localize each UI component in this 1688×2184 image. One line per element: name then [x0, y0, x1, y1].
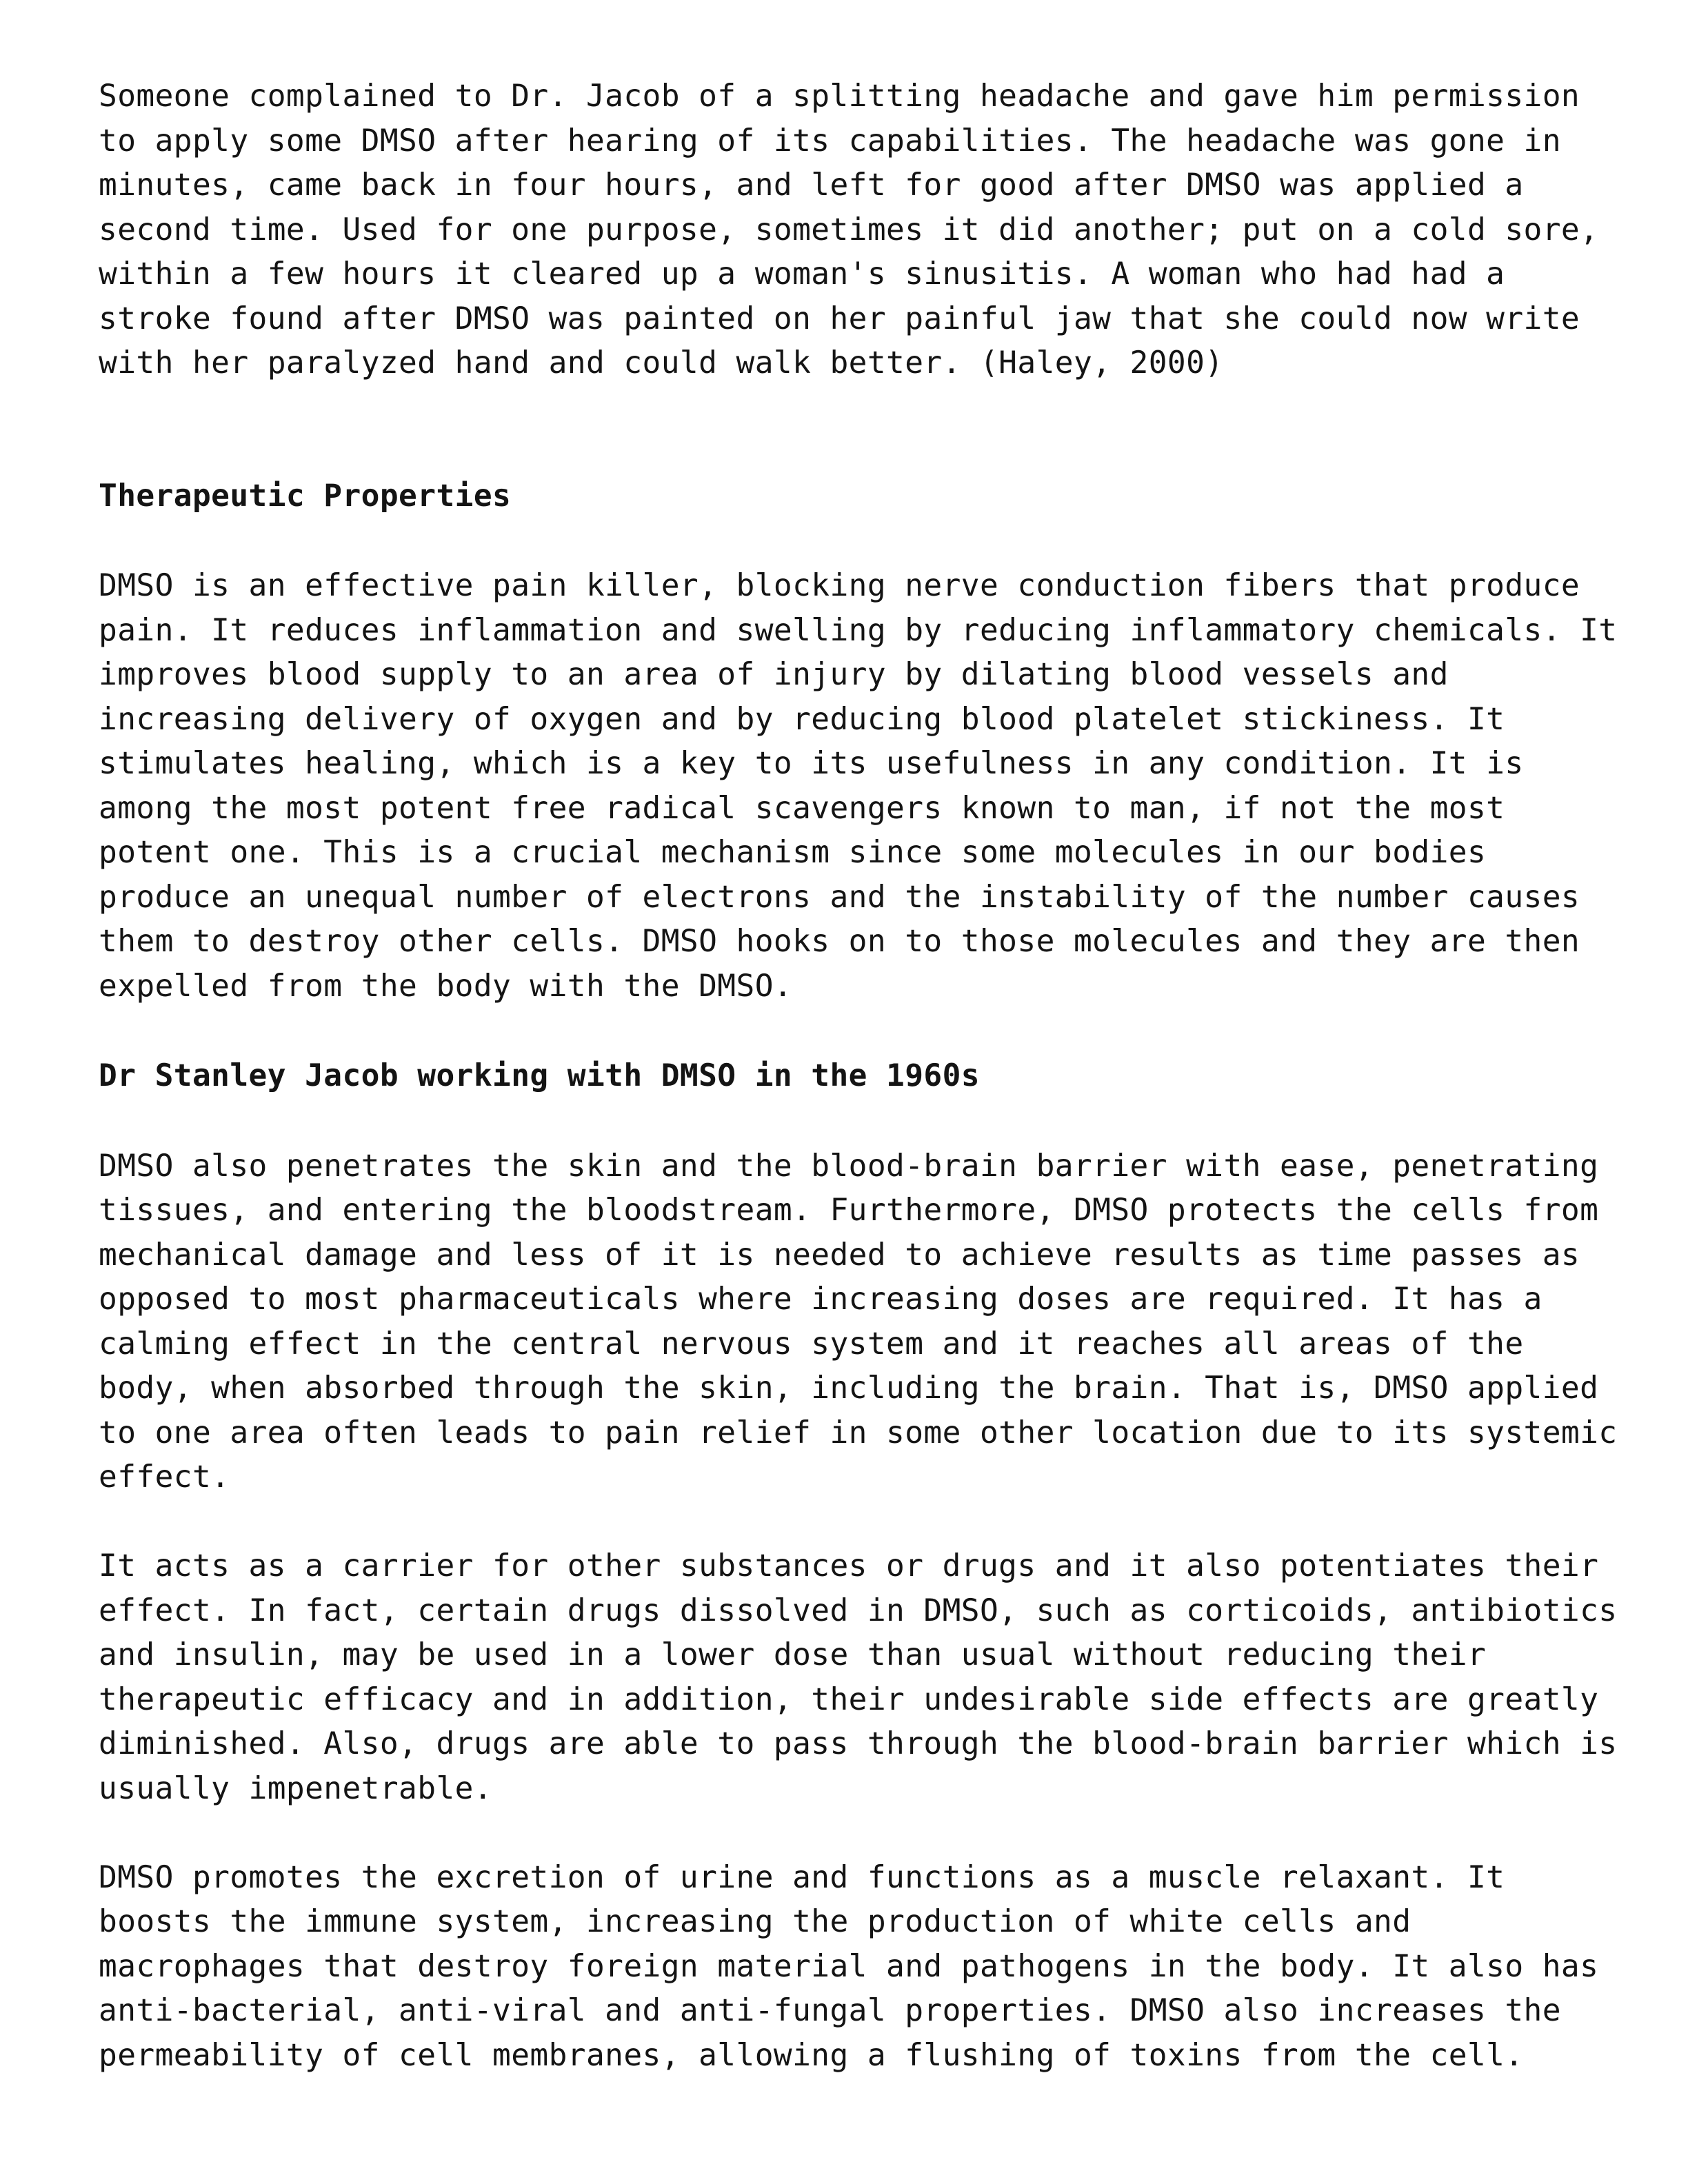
section-heading-therapeutic-properties: Therapeutic Properties — [99, 478, 512, 514]
text-line: to one area often leads to pain relief in some other location due to its systemic — [99, 1415, 1618, 1450]
text-line: DMSO is an effective pain killer, blocking nerve conduction fibers that produce — [99, 568, 1580, 603]
text-line: and insulin, may be used in a lower dose than usual without reducing their — [99, 1637, 1487, 1672]
text-line: boosts the immune system, increasing the production of white cells and — [99, 1904, 1411, 1939]
text-line: improves blood supply to an area of injury by dilating blood vessels and — [99, 657, 1449, 692]
text-line: diminished. Also, drugs are able to pass through the blood-brain barrier which is — [99, 1726, 1618, 1761]
text-line: expelled from the body with the DMSO. — [99, 968, 793, 1004]
text-line: tissues, and entering the bloodstream. Furthermore, DMSO protects the cells from — [99, 1193, 1599, 1228]
text-line: stimulates healing, which is a key to its usefulness in any condition. It is — [99, 746, 1524, 781]
text-line: effect. In fact, certain drugs dissolved in DMSO, such as corticoids, antibiotics — [99, 1593, 1618, 1628]
text-line: them to destroy other cells. DMSO hooks on to those molecules and they are then — [99, 924, 1580, 959]
paragraph-excretion — [99, 1856, 1616, 2079]
section-heading-dr-stanley-jacob: Dr Stanley Jacob working with DMSO in the 1960s — [99, 1058, 980, 1093]
text-line: permeability of cell membranes, allowing a flushing of toxins from the cell. — [99, 2037, 1524, 2073]
paragraph-pain-killer — [99, 564, 1616, 1009]
text-line: second time. Used for one purpose, sometimes it did another; put on a cold sore, — [99, 212, 1599, 247]
text-line: macrophages that destroy foreign material and pathogens in the body. It also has — [99, 1948, 1599, 1984]
text-line: among the most potent free radical scavengers known to man, if not the most — [99, 790, 1505, 826]
text-line: Someone complained to Dr. Jacob of a splitting headache and gave him permission — [99, 79, 1580, 114]
text-line: DMSO promotes the excretion of urine and functions as a muscle relaxant. It — [99, 1859, 1505, 1895]
text-line: opposed to most pharmaceuticals where increasing doses are required. It has a — [99, 1282, 1543, 1317]
text-line: with her paralyzed hand and could walk better. (Haley, 2000) — [99, 345, 1224, 381]
text-line: body, when absorbed through the skin, including the brain. That is, DMSO applied — [99, 1371, 1599, 1406]
text-line: therapeutic efficacy and in addition, their undesirable side effects are greatly — [99, 1681, 1599, 1717]
text-line: pain. It reduces inflammation and swelling by reducing inflammatory chemicals. It — [99, 612, 1618, 648]
text-line: produce an unequal number of electrons and the instability of the number causes — [99, 879, 1580, 915]
text-line: calming effect in the central nervous system and it reaches all areas of the — [99, 1326, 1524, 1362]
text-line: potent one. This is a crucial mechanism since some molecules in our bodies — [99, 835, 1487, 870]
paragraph-headache-anecdote — [99, 74, 1616, 386]
text-line: stroke found after DMSO was painted on her painful jaw that she could now write — [99, 301, 1580, 336]
document-page — [99, 74, 1616, 2078]
text-line: within a few hours it cleared up a woman's sinusitis. A woman who had had a — [99, 256, 1505, 292]
text-line: minutes, came back in four hours, and left for good after DMSO was applied a — [99, 168, 1524, 203]
paragraph-penetration — [99, 1144, 1616, 1500]
text-line: anti-bacterial, anti-viral and anti-fungal properties. DMSO also increases the — [99, 1993, 1561, 2028]
text-line: mechanical damage and less of it is needed to achieve results as time passes as — [99, 1237, 1580, 1273]
text-line: DMSO also penetrates the skin and the blood-brain barrier with ease, penetrating — [99, 1148, 1599, 1184]
paragraph-carrier — [99, 1544, 1616, 1811]
text-line: It acts as a carrier for other substances or drugs and it also potentiates their — [99, 1548, 1599, 1584]
text-line: usually impenetrable. — [99, 1770, 493, 1806]
text-line: to apply some DMSO after hearing of its capabilities. The headache was gone in — [99, 123, 1561, 159]
text-line: increasing delivery of oxygen and by reducing blood platelet stickiness. It — [99, 701, 1505, 737]
text-line: effect. — [99, 1459, 230, 1495]
